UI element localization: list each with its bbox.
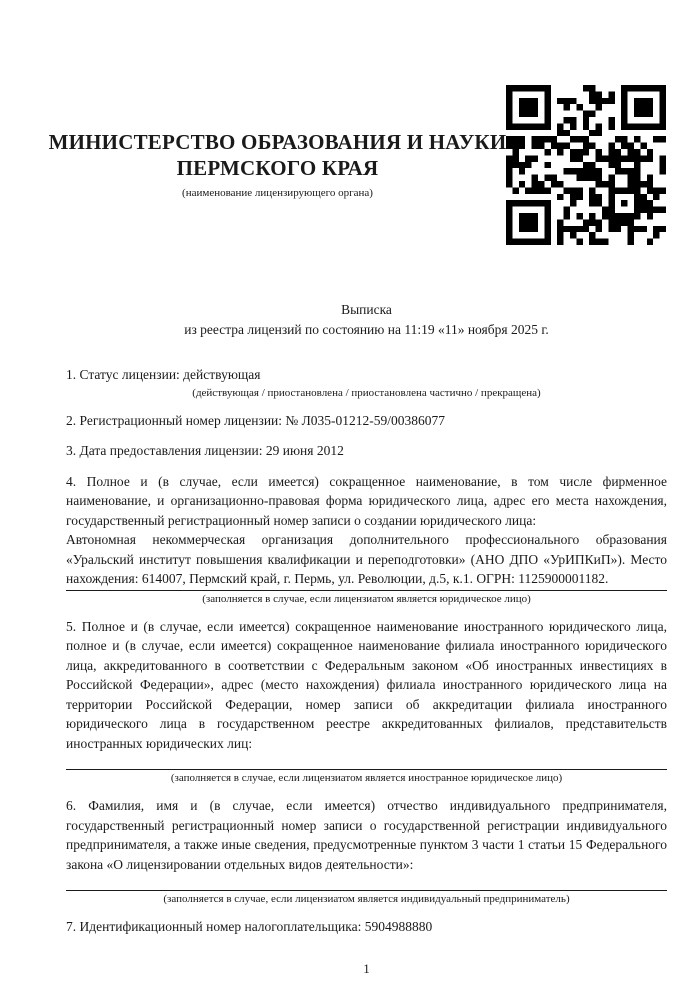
item-3-grant-date	[66, 441, 667, 461]
document-title-line2: из реестра лицензий по состоянию на 11:19 «11» ноября 2025 г.	[184, 321, 549, 337]
item-5-foreign-entity	[66, 617, 667, 786]
item-1-note: (действующая / приостановлена / приостановлена частично / прекращена)	[192, 386, 541, 399]
ministry-name-line1: МИНИСТЕРСТВО ОБРАЗОВАНИЯ И НАУКИ	[48, 130, 507, 154]
item-4-text: 4. Полное и (в случае, если имеется) сокращенное наименование, в том числе фирменное наименование, и организационно-правовая форма юридического лица, адрес его места нахождения, государственный регистрационный номер записи о создании юридического лица:	[66, 473, 667, 528]
page-number: 1	[363, 960, 370, 976]
item-4-note: (заполняется в случае, если лицензиатом является юридическое лицо)	[202, 592, 531, 605]
item-3-text: 3. Дата предоставления лицензии: 29 июня 2012	[66, 443, 344, 458]
item-1-license-status	[66, 365, 667, 400]
item-5-blank-field-underline	[66, 755, 667, 770]
document-body	[66, 300, 667, 978]
item-6-individual-entrepreneur	[66, 796, 667, 906]
item-2-text: 2. Регистрационный номер лицензии: № Л035-01212-59/00386077	[66, 412, 446, 428]
ministry-caption: (наименование лицензирующего органа)	[182, 187, 373, 199]
item-1-text: 1. Статус лицензии: действующая	[66, 367, 261, 382]
item-6-note: (заполняется в случае, если лицензиатом является индивидуальный предприниматель)	[163, 893, 570, 905]
document-title	[66, 300, 667, 339]
item-6-text: 6. Фамилия, имя и (в случае, если имеется) отчество индивидуального предпринимателя, государственный регистрационный номер записи о государственной регистрации индивидуального предпринимателя, а также иные сведения, предусмотренные пунктом 3 части 1 статьи 15 Федерального закона «О лицензировании отдельных видов деятельности»:	[66, 798, 667, 872]
item-4-value: Автономная некоммерческая организация дополнительного профессионального образования «Уральский институт повышения квалификации и переподготовки» (АНО ДПО «УрИПКиП»). Место нахождения: 614007, Пермский край, г. Пермь, ул. Революции, д.5, к.1. ОГРН: 1125900001182.	[66, 530, 667, 591]
item-7-text: 7. Идентификационный номер налогоплательщика: 5904988880	[66, 919, 433, 934]
item-5-text: 5. Полное и (в случае, если имеется) сокращенное наименование иностранного юридического лица, полное и (в случае, если имеется) сокращенное наименование филиала иностранного юридического лица, аккредитованного в соответствии с Федеральным законом «Об иностранных инвестициях в Российской Федерации», адрес (место нахождения) филиала иностранного юридического лица на территории Российской Федерации, номер записи об аккредитации филиала иностранного юридического лица в государственном реестре аккредитованных филиалов, представительств иностранных юридических лиц:	[66, 618, 667, 751]
item-4-legal-entity	[66, 472, 667, 606]
ministry-header	[40, 129, 515, 200]
item-2-registration-number	[66, 411, 667, 431]
item-7-taxpayer-number	[66, 917, 667, 937]
document-title-line1: Выписка	[341, 302, 392, 317]
qr-code-icon	[506, 85, 666, 245]
ministry-name	[40, 129, 515, 181]
ministry-name-line2: ПЕРМСКОГО КРАЯ	[176, 156, 379, 180]
item-5-note: (заполняется в случае, если лицензиатом является иностранное юридическое лицо)	[170, 772, 563, 784]
item-6-blank-field-underline	[66, 876, 667, 891]
